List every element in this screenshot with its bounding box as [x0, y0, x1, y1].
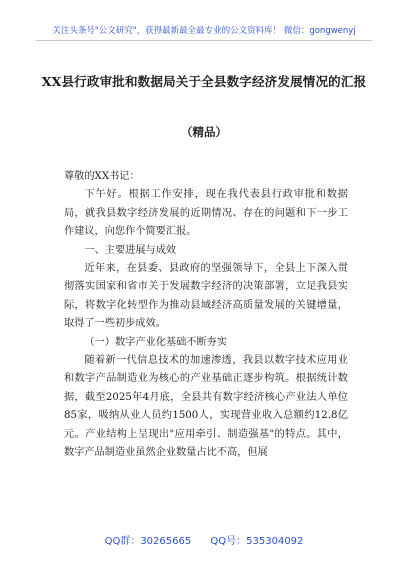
section-heading: 一、主要进展与成效: [84, 244, 177, 256]
subsection-heading: （一）数字产业化基础不断夯实: [84, 336, 228, 348]
paragraph-opening: 下午好。根据工作安排，现在我代表县行政审批和数据局，就我县数字经济发展的近期情况、存在的问题和下一步工作建议，向您作个简要汇报。: [64, 189, 348, 238]
document-title: XX县行政审批和数据局关于全县数字经济发展情况的汇报: [41, 74, 367, 89]
footer-qq-group: QQ群：30265665: [104, 536, 192, 547]
salutation: 尊敬的XX书记：: [64, 171, 140, 182]
paragraph-industry: 随着新一代信息技术的加速渗透，我县以数字技术应用业和数字产品制造业为核心的产业基础正逐步构筑。根据统计数据，截至2025年4月底，全县共有数字经济核心产业法人单位85家，吸纳从业人员约1500人，实现营业收入总额约12.8亿元。产业结构上呈现出"应用牵引、制造强基"的特点。其中，数字产品制造业虽然企业数量占比不高，但展: [64, 355, 348, 459]
header-divider: [36, 40, 372, 41]
footer-qq-number: QQ号：535304092: [210, 536, 304, 547]
document-body: [64, 168, 348, 463]
document-subtitle: （精品）: [181, 125, 227, 139]
header-promo-note: 关注头条号"公文研究"，获得最新最全最专业的公文资料库！ 微信：gongwenyj: [52, 26, 356, 36]
paragraph-overview: 近年来，在县委、县政府的坚强领导下，全县上下深入贯彻落实国家和省市关于发展数字经济的决策部署，立足我县实际，将数字化转型作为推动县域经济高质量发展的关键增量，取得了一些初步成效。: [64, 263, 348, 330]
footer-contact: [0, 532, 408, 547]
